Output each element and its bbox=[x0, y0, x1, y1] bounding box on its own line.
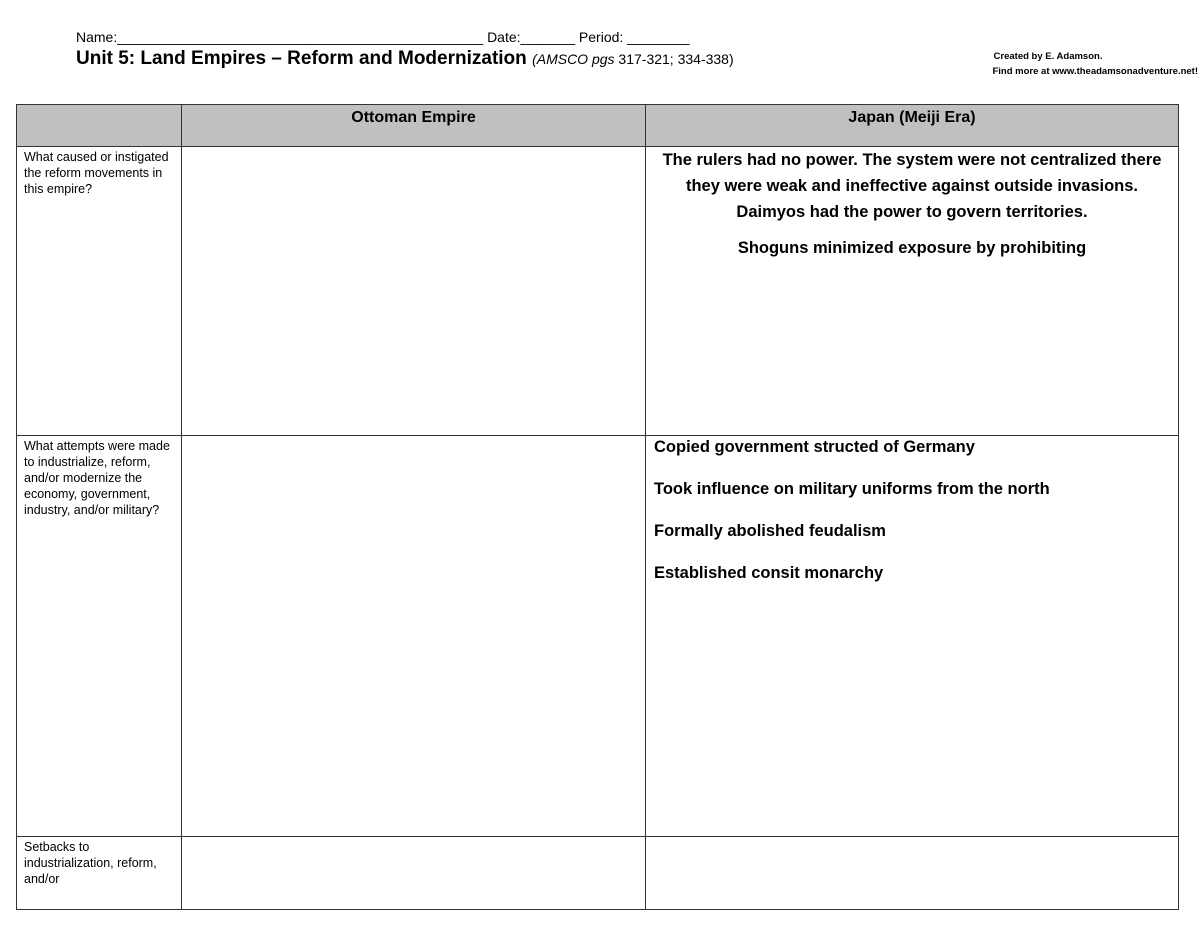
table-row bbox=[17, 436, 1179, 837]
answer-line: Took influence on military uniforms from the north bbox=[654, 480, 1050, 498]
japan-answer-cell[interactable] bbox=[646, 837, 1179, 910]
credit-website: Find more at www.theadamsonadventure.net! bbox=[992, 66, 1198, 77]
answer-line: Established consit monarchy bbox=[654, 564, 884, 582]
table-row bbox=[17, 147, 1179, 436]
prompt-setbacks: Setbacks to industrialization, reform, and/or bbox=[24, 840, 157, 886]
japan-answer-cell[interactable] bbox=[646, 147, 1179, 436]
prompt-cell bbox=[17, 837, 182, 910]
japan-answer-cell[interactable] bbox=[646, 436, 1179, 837]
worksheet-title bbox=[76, 47, 734, 71]
ottoman-answer-cell[interactable] bbox=[182, 837, 646, 910]
answer-line: Formally abolished feudalism bbox=[654, 522, 886, 540]
prompt-cell bbox=[17, 147, 182, 436]
textbook-pages: 317-321; 334-338) bbox=[614, 51, 734, 67]
answer-line: Copied government structed of Germany bbox=[654, 438, 975, 456]
header-ottoman-empire: Ottoman Empire bbox=[182, 105, 646, 147]
ottoman-answer-cell[interactable] bbox=[182, 147, 646, 436]
header-japan-meiji: Japan (Meiji Era) bbox=[646, 105, 1179, 147]
unit-title: Unit 5: Land Empires – Reform and Modernization bbox=[76, 48, 527, 69]
japan-attempts-answer bbox=[646, 436, 1178, 604]
japan-causes-answer bbox=[646, 147, 1178, 261]
table-header-row bbox=[17, 105, 1179, 147]
student-info-fields[interactable]: Name:_______________________________________________ Date:_______ Period: ________ bbox=[76, 29, 690, 45]
ottoman-answer-cell[interactable] bbox=[182, 436, 646, 837]
answer-paragraph: Shoguns minimized exposure by prohibiting bbox=[737, 239, 1087, 257]
credit-author: Created by E. Adamson. bbox=[993, 51, 1103, 62]
prompt-cell bbox=[17, 436, 182, 837]
author-credit bbox=[898, 49, 1198, 79]
comparison-table bbox=[16, 104, 1179, 910]
textbook-reference: (AMSCO pgs bbox=[532, 51, 615, 67]
header-prompt-cell bbox=[17, 105, 182, 147]
prompt-attempts: What attempts were made to industrialize, reform, and/or modernize the economy, government, industry, and/or military? bbox=[24, 439, 170, 517]
answer-paragraph: The rulers had no power. The system were not centralized there they were weak and ineffective against outside invasions. Daimyos had the power to govern territories. bbox=[662, 151, 1162, 221]
prompt-causes: What caused or instigated the reform movements in this empire? bbox=[24, 150, 169, 196]
table-row bbox=[17, 837, 1179, 910]
